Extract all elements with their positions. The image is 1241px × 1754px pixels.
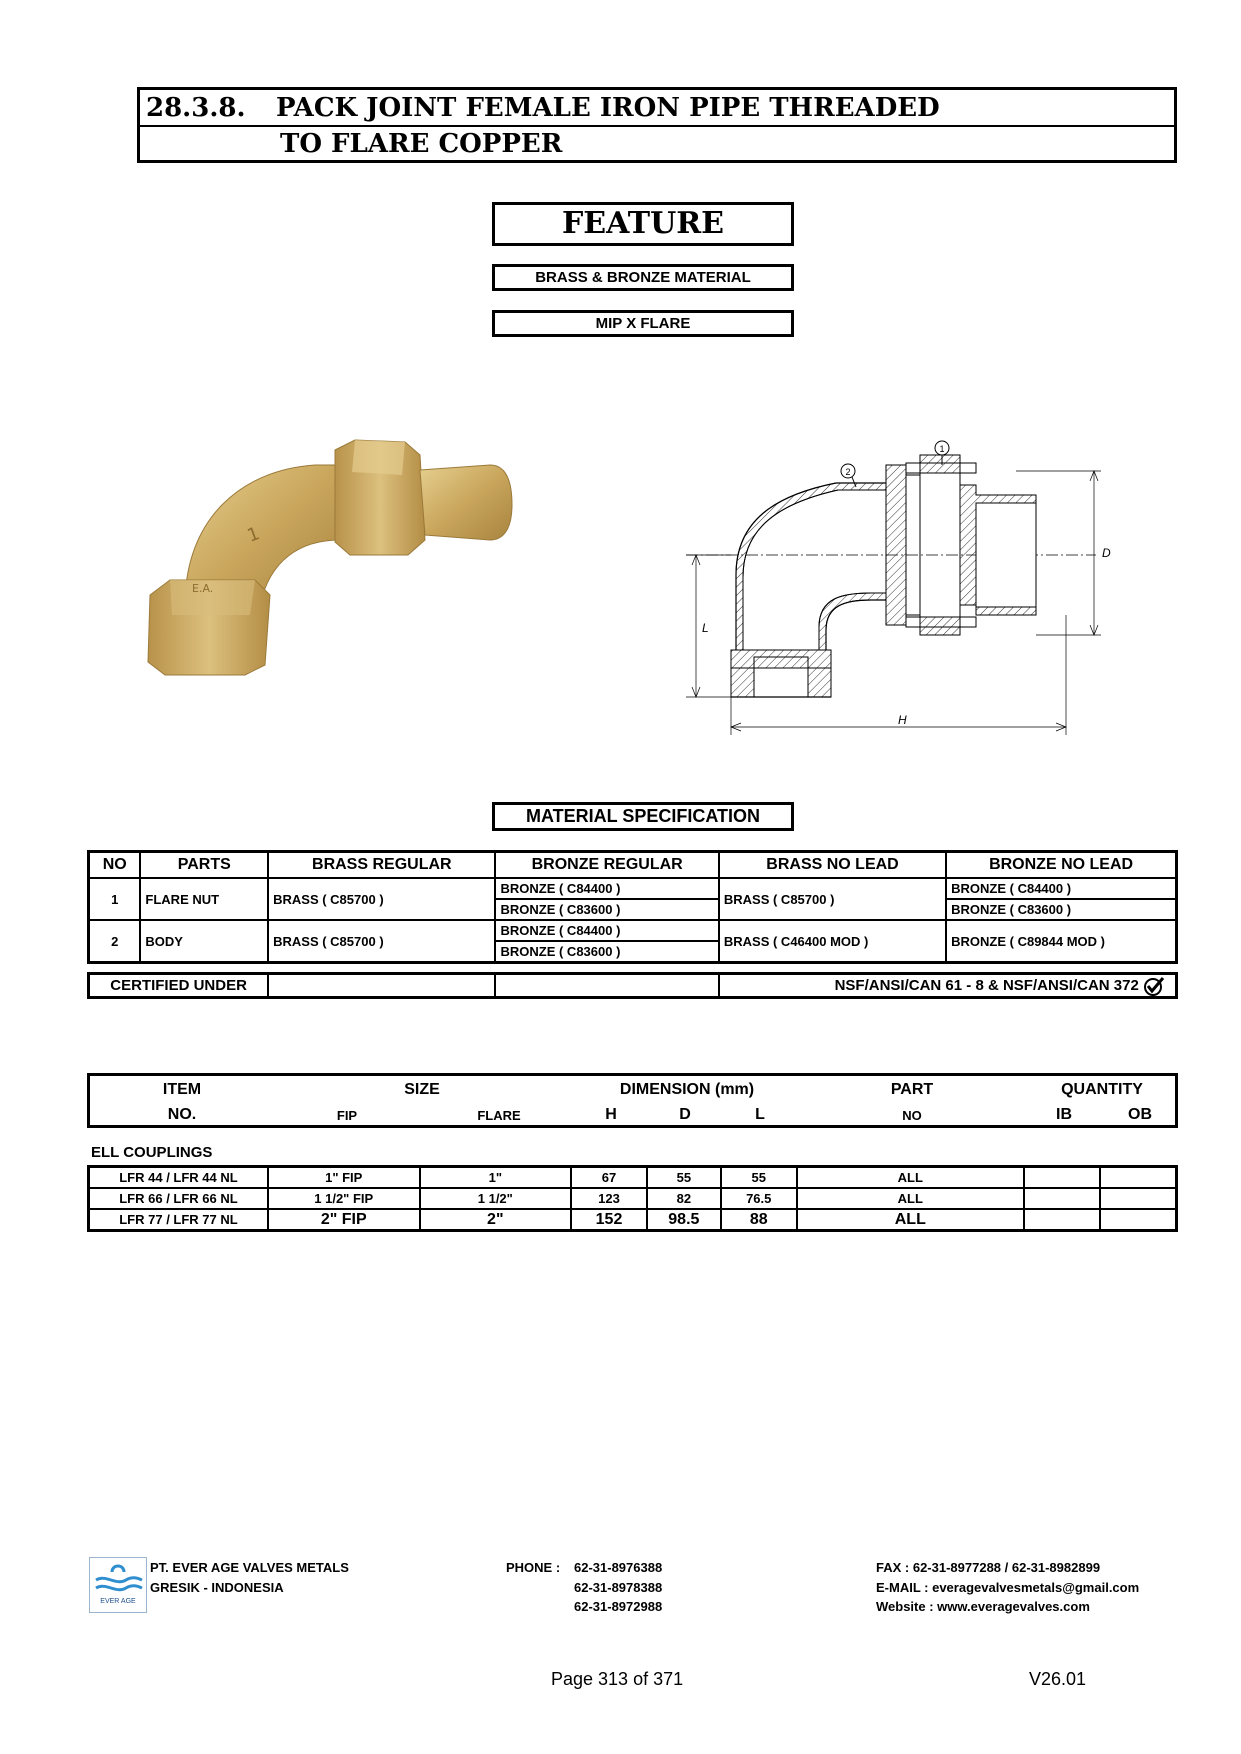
page-title-line-2: TO FLARE COPPER xyxy=(280,129,563,159)
feature-heading: FEATURE xyxy=(492,202,794,246)
certified-value: NSF/ANSI/CAN 61 - 8 & NSF/ANSI/CAN 372 xyxy=(834,976,1139,994)
dimension-header xyxy=(87,1073,1178,1128)
cell-h: 67 xyxy=(571,1167,647,1189)
cell-l: 55 xyxy=(721,1167,797,1189)
col-header-brass-no-lead: BRASS NO LEAD xyxy=(719,852,946,879)
cell-flare: 1" xyxy=(420,1167,572,1189)
col-header-brass-regular: BRASS REGULAR xyxy=(268,852,495,879)
certified-table xyxy=(87,972,1178,999)
header-size: SIZE xyxy=(404,1081,440,1098)
row-part: FLARE NUT xyxy=(140,878,268,920)
svg-text:E.A.: E.A. xyxy=(192,582,214,595)
footer-email: E-MAIL : everagevalvesmetals@gmail.com xyxy=(876,1580,1140,1595)
cell-l: 88 xyxy=(721,1209,797,1231)
cell-part: ALL xyxy=(797,1209,1024,1231)
header-l: L xyxy=(755,1106,765,1123)
footer-phone-2: 62-31-8978388 xyxy=(574,1580,663,1595)
table-row xyxy=(89,878,1177,899)
cell-ob xyxy=(1100,1167,1177,1189)
page-title-line-1: PACK JOINT FEMALE IRON PIPE THREADED xyxy=(276,93,940,123)
section-number: 28.3.8. xyxy=(146,93,246,123)
table-row xyxy=(89,1188,1177,1209)
header-dimension: DIMENSION (mm) xyxy=(619,1081,755,1098)
footer-location: GRESIK - INDONESIA xyxy=(150,1580,284,1595)
cell-fip: 1" FIP xyxy=(268,1167,420,1189)
footer-phone-1: 62-31-8976388 xyxy=(574,1560,663,1575)
row-bronze-no-lead: BRONZE ( C84400 ) xyxy=(946,878,1176,899)
cell-item: LFR 44 / LFR 44 NL xyxy=(89,1167,268,1189)
row-part: BODY xyxy=(140,920,268,963)
product-photo xyxy=(140,430,520,690)
cell-h: 123 xyxy=(571,1188,647,1209)
page-number: Page 313 of 371 xyxy=(551,1669,684,1689)
cell-h: 152 xyxy=(571,1209,647,1231)
cell-flare: 2" xyxy=(420,1209,572,1231)
certified-blank xyxy=(268,974,495,998)
header-item: ITEM xyxy=(162,1081,202,1098)
cell-part: ALL xyxy=(797,1188,1024,1209)
feature-item-material: BRASS & BRONZE MATERIAL xyxy=(492,264,794,291)
header-ob: OB xyxy=(1128,1106,1152,1123)
header-part-no: NO xyxy=(902,1108,922,1123)
cell-d: 98.5 xyxy=(647,1209,721,1231)
footer-website: Website : www.everagevalves.com xyxy=(876,1599,1090,1614)
feature-item-connection: MIP X FLARE xyxy=(492,310,794,337)
material-spec-table xyxy=(87,850,1178,964)
group-label: ELL COUPLINGS xyxy=(91,1144,213,1161)
dim-label-h: H xyxy=(898,713,907,727)
row-brass-regular: BRASS ( C85700 ) xyxy=(268,878,495,920)
col-header-bronze-regular: BRONZE REGULAR xyxy=(495,852,718,879)
version: V26.01 xyxy=(1029,1669,1087,1689)
header-d: D xyxy=(679,1106,691,1123)
row-bronze-regular: BRONZE ( C84400 ) xyxy=(495,878,718,899)
svg-text:1: 1 xyxy=(244,523,263,547)
cell-part: ALL xyxy=(797,1167,1024,1189)
row-brass-regular: BRASS ( C85700 ) xyxy=(268,920,495,963)
cell-ib xyxy=(1024,1167,1100,1189)
row-bronze-regular: BRONZE ( C83600 ) xyxy=(495,941,718,963)
header-h: H xyxy=(605,1106,617,1123)
row-no: 1 xyxy=(89,878,141,920)
header-ib: IB xyxy=(1056,1106,1072,1123)
logo-waves-icon xyxy=(90,1558,146,1598)
certified-value-cell xyxy=(719,974,1177,998)
row-bronze-no-lead: BRONZE ( C89844 MOD ) xyxy=(946,920,1176,963)
col-header-bronze-no-lead: BRONZE NO LEAD xyxy=(946,852,1176,879)
header-fip: FIP xyxy=(336,1108,358,1123)
cell-flare: 1 1/2" xyxy=(420,1188,572,1209)
row-brass-no-lead: BRASS ( C85700 ) xyxy=(719,878,946,920)
cell-ob xyxy=(1100,1209,1177,1231)
footer-phone-3: 62-31-8972988 xyxy=(574,1599,663,1614)
row-no: 2 xyxy=(89,920,141,963)
cell-d: 55 xyxy=(647,1167,721,1189)
footer-fax: FAX : 62-31-8977288 / 62-31-8982899 xyxy=(876,1560,1101,1575)
row-brass-no-lead: BRASS ( C46400 MOD ) xyxy=(719,920,946,963)
dimension-table xyxy=(87,1165,1178,1232)
material-spec-heading: MATERIAL SPECIFICATION xyxy=(492,802,794,831)
company-logo xyxy=(89,1557,147,1613)
cell-ib xyxy=(1024,1209,1100,1231)
callout-1: 1 xyxy=(939,444,945,454)
title-box xyxy=(137,87,1177,163)
footer-company: PT. EVER AGE VALVES METALS xyxy=(150,1560,349,1575)
table-row xyxy=(89,1167,1177,1189)
footer-phone-label: PHONE : xyxy=(506,1560,561,1575)
certified-check-icon xyxy=(1143,976,1165,996)
callout-2: 2 xyxy=(845,467,851,477)
cell-l: 76.5 xyxy=(721,1188,797,1209)
cell-d: 82 xyxy=(647,1188,721,1209)
cell-fip: 1 1/2" FIP xyxy=(268,1188,420,1209)
row-bronze-no-lead: BRONZE ( C83600 ) xyxy=(946,899,1176,920)
col-header-no: NO xyxy=(89,852,141,879)
cell-item: LFR 77 / LFR 77 NL xyxy=(89,1209,268,1231)
certified-blank xyxy=(495,974,718,998)
title-row-1 xyxy=(140,90,1174,127)
row-bronze-regular: BRONZE ( C83600 ) xyxy=(495,899,718,920)
logo-text: EVER AGE xyxy=(100,1598,136,1605)
cell-item: LFR 66 / LFR 66 NL xyxy=(89,1188,268,1209)
cell-ib xyxy=(1024,1188,1100,1209)
header-flare: FLARE xyxy=(477,1108,521,1123)
cell-fip: 2" FIP xyxy=(268,1209,420,1231)
table-row xyxy=(89,1209,1177,1231)
dim-label-l: L xyxy=(702,621,709,635)
table-row xyxy=(89,920,1177,941)
cell-ob xyxy=(1100,1188,1177,1209)
technical-drawing xyxy=(676,435,1136,745)
row-bronze-regular: BRONZE ( C84400 ) xyxy=(495,920,718,941)
certified-label: CERTIFIED UNDER xyxy=(89,974,269,998)
header-quantity: QUANTITY xyxy=(1061,1081,1143,1098)
dim-label-d: D xyxy=(1102,546,1111,560)
header-no: NO. xyxy=(167,1106,197,1123)
col-header-parts: PARTS xyxy=(140,852,268,879)
header-part: PART xyxy=(890,1081,934,1098)
